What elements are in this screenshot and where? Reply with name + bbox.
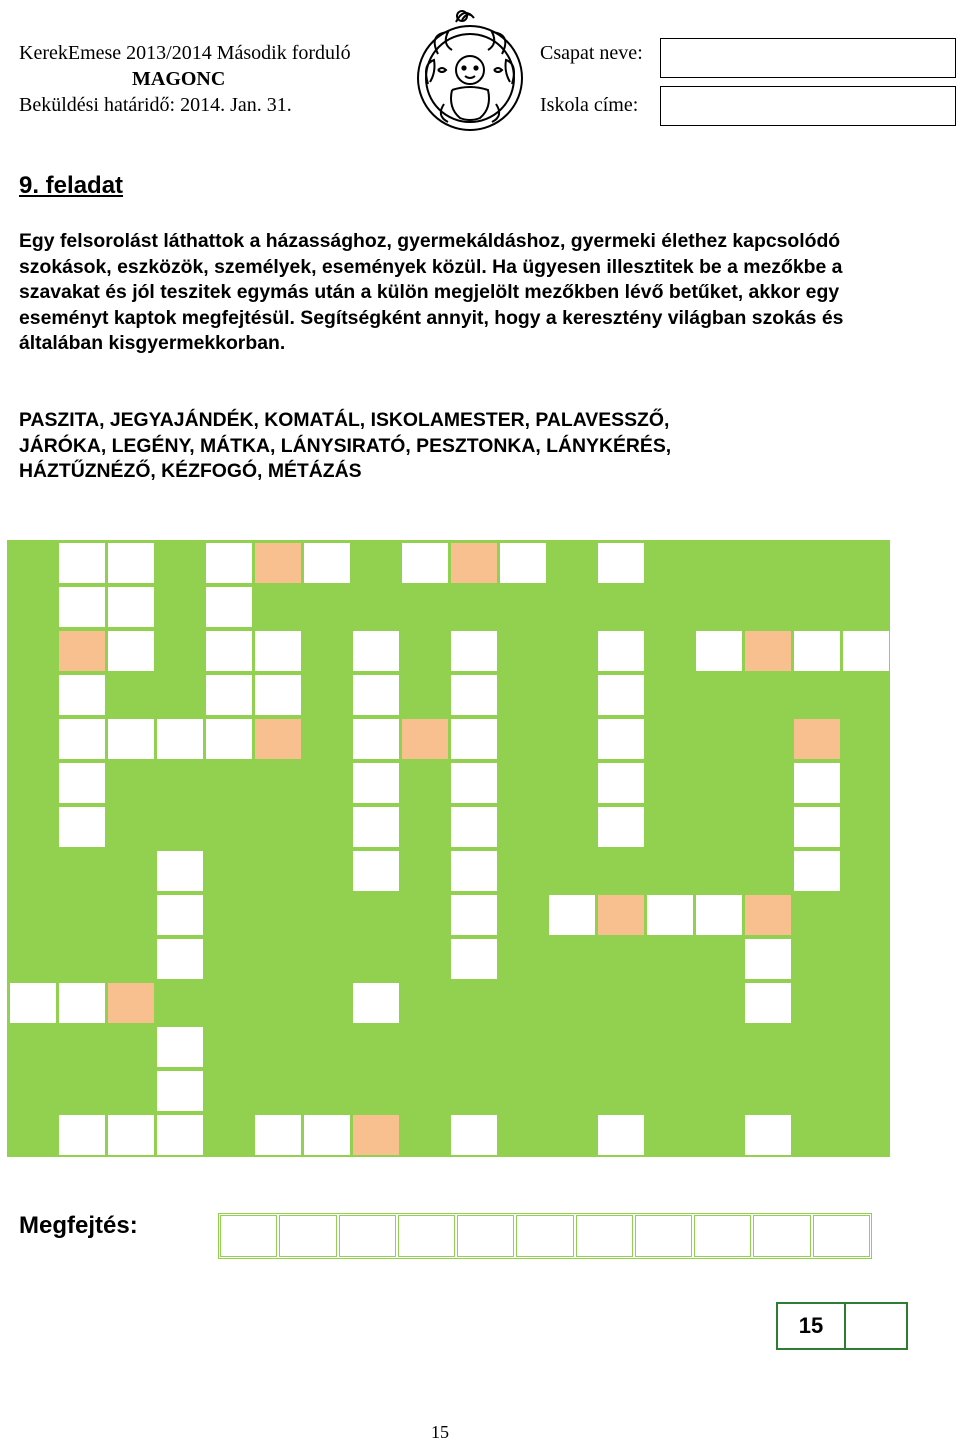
crossword-cell[interactable] xyxy=(745,983,791,1023)
crossword-cell[interactable] xyxy=(745,939,791,979)
crossword-grid xyxy=(7,540,890,1157)
score-box xyxy=(776,1302,908,1350)
crossword-cell[interactable] xyxy=(108,587,154,627)
crossword-cell[interactable] xyxy=(59,719,105,759)
crossword-cell[interactable] xyxy=(696,895,742,935)
crossword-cell[interactable] xyxy=(598,543,644,583)
crossword-cell[interactable] xyxy=(157,1115,203,1155)
max-points: 15 xyxy=(778,1304,846,1348)
solution-cell[interactable] xyxy=(279,1215,336,1257)
solution-cell[interactable] xyxy=(457,1215,514,1257)
crossword-cell[interactable] xyxy=(353,631,399,671)
solution-label: Megfejtés: xyxy=(19,1212,138,1239)
crossword-cell[interactable] xyxy=(794,807,840,847)
crossword-cell[interactable] xyxy=(206,719,252,759)
crossword-cell[interactable] xyxy=(157,1071,203,1111)
crossword-highlight-cell[interactable] xyxy=(794,719,840,759)
crossword-cell[interactable] xyxy=(451,763,497,803)
crossword-highlight-cell[interactable] xyxy=(451,543,497,583)
crossword-cell[interactable] xyxy=(451,851,497,891)
crossword-highlight-cell[interactable] xyxy=(255,543,301,583)
crossword-cell[interactable] xyxy=(451,1115,497,1155)
awarded-points-field[interactable] xyxy=(846,1304,906,1348)
page-number: 15 xyxy=(431,1422,449,1442)
solution-cell[interactable] xyxy=(813,1215,870,1257)
crossword-cell[interactable] xyxy=(598,631,644,671)
school-address-field[interactable] xyxy=(660,86,956,126)
task-title: 9. feladat xyxy=(19,172,124,199)
crossword-cell[interactable] xyxy=(598,719,644,759)
solution-cell[interactable] xyxy=(635,1215,692,1257)
crossword-cell[interactable] xyxy=(353,851,399,891)
crossword-cell[interactable] xyxy=(794,763,840,803)
crossword-cell[interactable] xyxy=(598,807,644,847)
crossword-cell[interactable] xyxy=(59,587,105,627)
solution-cell[interactable] xyxy=(753,1215,810,1257)
crossword-cell[interactable] xyxy=(206,543,252,583)
crossword-cell[interactable] xyxy=(451,939,497,979)
school-label: Iskola címe: xyxy=(540,94,639,116)
crossword-cell[interactable] xyxy=(108,631,154,671)
header-left xyxy=(19,40,351,118)
crossword-cell[interactable] xyxy=(59,763,105,803)
team-label: Csapat neve: xyxy=(540,42,643,64)
crossword-cell[interactable] xyxy=(59,675,105,715)
crossword-cell[interactable] xyxy=(255,675,301,715)
crossword-cell[interactable] xyxy=(59,1115,105,1155)
crossword-cell[interactable] xyxy=(549,895,595,935)
crossword-cell[interactable] xyxy=(59,543,105,583)
crossword-cell[interactable] xyxy=(353,983,399,1023)
crossword-cell[interactable] xyxy=(696,631,742,671)
crossword-cell[interactable] xyxy=(157,1027,203,1067)
word-list: PASZITA, JEGYAJÁNDÉK, KOMATÁL, ISKOLAMESTER, PALAVESSZŐ, JÁRÓKA, LEGÉNY, MÁTKA, LÁNYSIRATÓ, PESZTONKA, LÁNYKÉRÉS, HÁZTŰZNÉZŐ, KÉZFOGÓ, MÉTÁZÁS xyxy=(19,409,672,482)
crossword-cell[interactable] xyxy=(157,939,203,979)
solution-cell[interactable] xyxy=(220,1215,277,1257)
crossword-cell[interactable] xyxy=(451,895,497,935)
crossword-highlight-cell[interactable] xyxy=(353,1115,399,1155)
solution-cell[interactable] xyxy=(694,1215,751,1257)
crossword-cell[interactable] xyxy=(10,983,56,1023)
crossword-cell[interactable] xyxy=(206,587,252,627)
crossword-cell[interactable] xyxy=(353,719,399,759)
team-name-field[interactable] xyxy=(660,38,956,78)
crossword-cell[interactable] xyxy=(157,851,203,891)
crossword-cell[interactable] xyxy=(157,895,203,935)
crossword-cell[interactable] xyxy=(304,543,350,583)
crossword-cell[interactable] xyxy=(353,675,399,715)
crossword-cell[interactable] xyxy=(843,631,889,671)
fairy-logo-icon xyxy=(408,4,532,144)
deadline: Beküldési határidő: 2014. Jan. 31. xyxy=(19,94,292,116)
solution-cell[interactable] xyxy=(339,1215,396,1257)
crossword-cell[interactable] xyxy=(451,675,497,715)
crossword-highlight-cell[interactable] xyxy=(255,719,301,759)
crossword-cell[interactable] xyxy=(451,631,497,671)
competition-title: KerekEmese 2013/2014 Második forduló xyxy=(19,42,351,64)
crossword-cell[interactable] xyxy=(108,719,154,759)
crossword-cell[interactable] xyxy=(402,543,448,583)
crossword-highlight-cell[interactable] xyxy=(745,895,791,935)
solution-cell[interactable] xyxy=(576,1215,633,1257)
crossword-highlight-cell[interactable] xyxy=(108,983,154,1023)
crossword-cell[interactable] xyxy=(794,851,840,891)
crossword-highlight-cell[interactable] xyxy=(598,895,644,935)
crossword-cell[interactable] xyxy=(500,543,546,583)
crossword-cell[interactable] xyxy=(206,675,252,715)
solution-cell[interactable] xyxy=(516,1215,573,1257)
crossword-cell[interactable] xyxy=(353,763,399,803)
crossword-cell[interactable] xyxy=(745,1115,791,1155)
team-name: MAGONC xyxy=(132,68,226,90)
crossword-cell[interactable] xyxy=(353,807,399,847)
crossword-cell[interactable] xyxy=(157,719,203,759)
solution-cell[interactable] xyxy=(398,1215,455,1257)
crossword-cell[interactable] xyxy=(647,895,693,935)
crossword-cell[interactable] xyxy=(255,631,301,671)
crossword-cell[interactable] xyxy=(108,543,154,583)
crossword-cell[interactable] xyxy=(598,763,644,803)
crossword-cell[interactable] xyxy=(304,1115,350,1155)
crossword-cell[interactable] xyxy=(598,675,644,715)
task-instructions: Egy felsorolást láthattok a házassághoz, gyermekáldáshoz, gyermeki élethez kapcsolódó szokások, eszközök, személyek, események közül. Ha ügyesen illesztitek be a mezőkbe a szavakat és jól teszitek egymás után a külön megjelölt mezőkben lévő betűket, akkor egy eseményt kaptok megfejtésül. Segítségként annyit, hogy a keresztény világban szokás és általában kisgyermekkorban. xyxy=(19,230,844,354)
crossword-cell[interactable] xyxy=(59,983,105,1023)
crossword-cell[interactable] xyxy=(794,631,840,671)
crossword-cell[interactable] xyxy=(59,807,105,847)
crossword-cell[interactable] xyxy=(255,1115,301,1155)
crossword-highlight-cell[interactable] xyxy=(402,719,448,759)
crossword-highlight-cell[interactable] xyxy=(745,631,791,671)
solution-boxes xyxy=(218,1213,872,1259)
crossword-highlight-cell[interactable] xyxy=(59,631,105,671)
crossword-cell[interactable] xyxy=(451,807,497,847)
crossword-cell[interactable] xyxy=(451,719,497,759)
crossword-cell[interactable] xyxy=(206,631,252,671)
crossword-cell[interactable] xyxy=(598,1115,644,1155)
crossword-cell[interactable] xyxy=(108,1115,154,1155)
